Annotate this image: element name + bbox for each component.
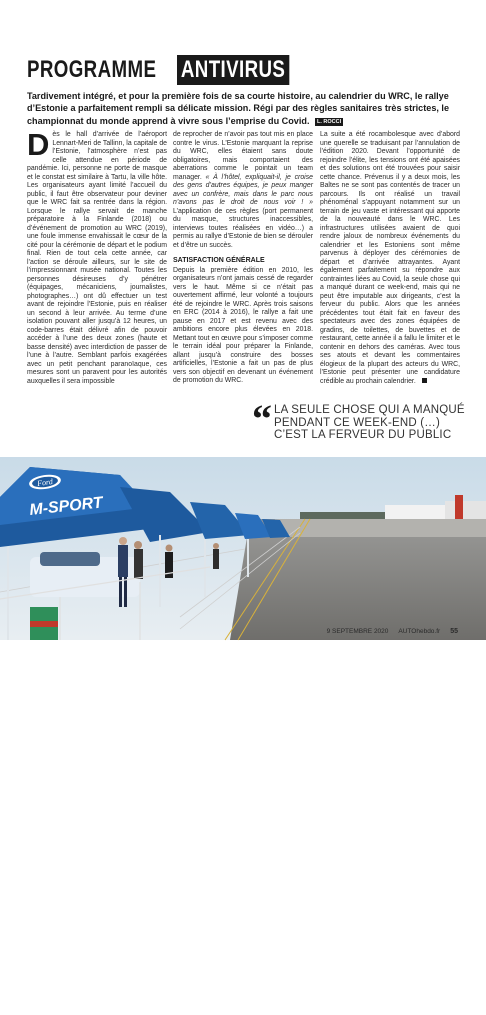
body-column-2	[173, 131, 313, 386]
photo-illustration	[0, 457, 486, 640]
photo-credit: PHOTO : FLASHDRIVE	[470, 972, 475, 1015]
article-headline	[27, 55, 321, 85]
col2-quote-italic: « À l’hôtel, expliquait-il, je croise des gens d’autres équipes, je peux manger avec un confrère, mais dans le parc nous n’avons pas le droit de nous voir ! »	[173, 173, 313, 206]
rally-service-park-photo	[0, 457, 486, 1015]
col2-text-b: L’application de ces règles (port permanent du masque, structures inaccessibles, interviews toutes réalisées en vidéo…) a permis au rallye d’Estonie de bien se dérouler et d’être un succès.	[173, 207, 313, 249]
pull-quote	[252, 396, 470, 442]
ford-logo-text: Ford	[36, 476, 54, 489]
lead-text: Tardivement intégré, et pour la première fois de sa courte histoire, au calendrier du WRC, le rallye d’Estonie a parfaitement rempli sa délicate mission. Régi par des règles sanitaires très strictes, le championnat du monde apprend à vivre sous l’emprise du Covid.	[27, 91, 450, 126]
col2-text-a: de reprocher de n’avoir pas tout mis en place contre le virus. L’Estonie marquant la reprise du WRC, elles étaient sans doute obligatoires, mais comportaient des aberrations comme le pointait un team manager.	[173, 131, 313, 181]
issue-date: 9 SEPTEMBRE 2020	[326, 628, 389, 635]
page-number: 55	[450, 628, 458, 635]
pull-quote-text: LA SEULE CHOSE QUI A MANQUÉ PENDANT CE WEEK-END (…) C’EST LA FERVEUR DU PUBLIC	[274, 404, 465, 441]
col2-paragraph-2: Depuis la première édition en 2010, les organisateurs n’ont jamais cessé de regarder vers le haut. Même si ce n’était pas ouvertement affirmé, leur volonté a toujours été de rejoindre le WRC. Après trois saisons en ERC (2014 à 2016), le rallye a fait une pause en 2017 et est revenu avec des ambitions encore plus élevées en 2018. Mettant tout en œuvre pour s’imposer comme le terrain idéal pour préparer la Finlande, allant jusqu’à construire des bosses artificielles, l’Estonie a fait un pas de plus vers son objectif en devenant un événement de promotion du WRC.	[173, 266, 313, 384]
col1-text: ès le hall d’arrivée de l’aéroport Lennart-Meri de Tallinn, la capitale de l’Estonie, l’atmosphère n’est pas celle attendue en période de pandémie. Ici, personne ne porte de masque et le constat est similaire à Tartu, la ville hôte. Les organisateurs ayant limité l’accueil du public, il faut être observateur pour deviner que le WRC fait sa rentrée dans la région. Lorsque le rallye servait de manche préparatoire à la Finlande (2018) ou d’événement de promotion au WRC (2019), une foule immense envahissait le cœur de la cité pour la cérémonie de départ et le podium final. Rien de tout cela cette année, car l’action se déroule ailleurs, sur le site de l’impressionnant musée national. Toutes les personnes désireuses d’y pénétrer (équipages, mécaniciens, journalistes, photographes…) ont dû effectuer un test avant de rejoindre l’Estonie, puis en réaliser un second à leur arrivée. Au terme d’une isolation pouvant aller jusqu’à 12 heures, un code-barres était délivré afin de pouvoir accéder à l’une des deux zones (haute et basse densité) avec interdiction de passer de l’une à l’autre. Semblant parfois exagérées avec un petit penchant paranoïaque, ces mesures sont un paravent pour les autorités auxquelles il sera impossible	[27, 131, 167, 385]
site-name: AUTOhebdo.fr	[398, 628, 441, 635]
col3-text: La suite a été rocambolesque avec d’abord une querelle se traduisant par l’annulation de l’édition 2020. Devant l’opportunité de rejoindre l’élite, les tensions ont été apaisées et des solutions ont été trouvées pour saisir cette chance. Prévenus il y a deux mois, les Baltes ne se sont pas contentés de tracer un parcours. Ils ont réalisé un travail phénoménal s’appuyant notamment sur un terrain de jeu vaste et intéressant qui apporte de la nouveauté dans le WRC. Les infrastructures utilisées avaient de quoi rendre jaloux de nombreux événements du calendrier et les Estoniens sont même parvenus à déployer des cérémonies de départ et d’arrivée attrayantes. Ayant également parfaitement su répondre aux contraintes liées au Covid, la seule chose qui a manqué durant ce week-end, mais qui ne peut être imputable aux dirigeants, c’est la ferveur du public. Alors que les années précédentes tout était fait en faveur des spectateurs avec des zones équipées de gradins, de toilettes, de buvettes et de restaurant, cette année il a fallu le limiter et le contenir en dehors des caméras. Avec tous ses atouts et devant les commentaires élogieux de la plupart des acteurs du WRC, l’Estonie peut présenter une candidature crédible au prochain calendrier.	[320, 131, 460, 385]
section-subhead: SATISFACTION GÉNÉRALE	[173, 257, 265, 264]
page-footer	[327, 628, 458, 635]
drop-cap: D	[27, 127, 50, 162]
quote-mark-icon: “	[252, 396, 272, 441]
end-of-article-mark	[422, 378, 427, 383]
headline-boxed-word: ANTIVIRUS	[177, 55, 289, 85]
body-column-1	[27, 127, 167, 386]
headline-word: PROGRAMME	[27, 56, 157, 83]
author-credit: L. ROCCI	[317, 118, 342, 125]
body-column-3	[320, 131, 460, 386]
article-lead	[27, 90, 467, 127]
m-sport-tent-text: M-SPORT	[28, 494, 104, 519]
